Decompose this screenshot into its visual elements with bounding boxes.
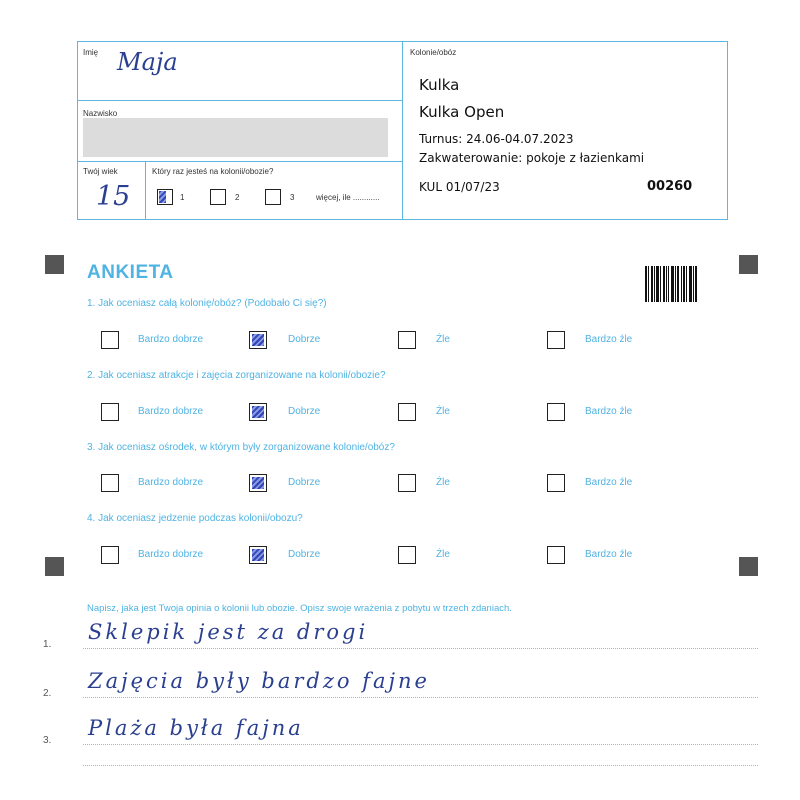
question-4-option-4: Bardzo źle: [585, 549, 633, 560]
surname-redacted: [83, 118, 388, 157]
question-1-option-4: Bardzo źle: [585, 334, 633, 345]
camp-code: KUL 01/07/23: [419, 180, 500, 194]
header-divider: [402, 41, 403, 220]
opinion-line-text[interactable]: Plaża była fajna: [88, 716, 304, 740]
question-4-checkbox-3[interactable]: [398, 546, 416, 564]
question-4-checkbox-1[interactable]: [101, 546, 119, 564]
question-4-option-3: Źle: [436, 549, 450, 560]
camp-name: Kulka: [419, 76, 460, 94]
question-4-checkbox-4[interactable]: [547, 546, 565, 564]
checkbox-mark: [252, 477, 264, 489]
question-3-text: 3. Jak oceniasz ośrodek, w którym były zorganizowane kolonie/obóz?: [87, 442, 395, 453]
opinion-line-rule: [83, 744, 758, 745]
survey-title: ANKIETA: [87, 262, 174, 283]
checkbox-mark: [252, 549, 264, 561]
question-3-checkbox-3[interactable]: [398, 474, 416, 492]
question-3-option-2: Dobrze: [288, 477, 321, 488]
question-4-option-2: Dobrze: [288, 549, 321, 560]
opinion-line-number: 3.: [43, 735, 52, 746]
times-option-2: 2: [235, 193, 240, 202]
opinion-line-rule: [83, 697, 758, 698]
question-1-checkbox-2[interactable]: [249, 331, 267, 349]
name-value[interactable]: Maja: [117, 48, 178, 76]
form-number: 00260: [647, 179, 693, 194]
question-3-checkbox-4[interactable]: [547, 474, 565, 492]
opinion-line-text[interactable]: Sklepik jest za drogi: [88, 620, 369, 644]
question-2-text: 2. Jak oceniasz atrakcje i zajęcia zorganizowane na kolonii/obozie?: [87, 370, 386, 381]
question-4-option-1: Bardzo dobrze: [138, 549, 204, 560]
times-option-1: 1: [180, 193, 185, 202]
barcode: [645, 266, 698, 302]
surname-row-divider: [77, 161, 402, 162]
question-3-option-4: Bardzo źle: [585, 477, 633, 488]
times-label: Który raz jesteś na kolonii/obozie?: [152, 167, 274, 176]
registration-marker-top-left: [45, 255, 64, 274]
age-value[interactable]: 15: [96, 181, 131, 212]
checkbox-mark: [252, 334, 264, 346]
question-3-checkbox-1[interactable]: [101, 474, 119, 492]
question-1-checkbox-1[interactable]: [101, 331, 119, 349]
question-4-text: 4. Jak oceniasz jedzenie podczas kolonii/obozu?: [87, 513, 303, 524]
question-1-option-2: Dobrze: [288, 334, 321, 345]
question-4-checkbox-2[interactable]: [249, 546, 267, 564]
camp-label: Kolonie/obóz: [410, 48, 457, 57]
question-1-option-1: Bardzo dobrze: [138, 334, 204, 345]
question-3-option-1: Bardzo dobrze: [138, 477, 204, 488]
question-3-option-3: Źle: [436, 477, 450, 488]
checkbox-mark: [252, 406, 264, 418]
question-1-text: 1. Jak oceniasz całą kolonię/obóz? (Podobało Ci się?): [87, 298, 327, 309]
times-option-3: 3: [290, 193, 295, 202]
question-2-checkbox-3[interactable]: [398, 403, 416, 421]
opinion-line-number: 1.: [43, 639, 52, 650]
opinion-instruction: Napisz, jaka jest Twoja opinia o kolonii lub obozie. Opisz swoje wrażenia z pobytu w trzech zdaniach.: [87, 603, 512, 614]
registration-marker-top-right: [739, 255, 758, 274]
question-1-checkbox-3[interactable]: [398, 331, 416, 349]
question-2-checkbox-1[interactable]: [101, 403, 119, 421]
question-2-option-2: Dobrze: [288, 406, 321, 417]
opinion-line-rule: [83, 765, 758, 766]
question-1-option-3: Źle: [436, 334, 450, 345]
age-label: Twój wiek: [83, 167, 118, 176]
question-1-checkbox-4[interactable]: [547, 331, 565, 349]
question-2-option-1: Bardzo dobrze: [138, 406, 204, 417]
registration-marker-bottom-right: [739, 557, 758, 576]
accommodation: Zakwaterowanie: pokoje z łazienkami: [419, 151, 645, 165]
opinion-line-text[interactable]: Zajęcia były bardzo fajne: [88, 669, 430, 693]
surname-label: Nazwisko: [83, 109, 118, 118]
question-2-checkbox-4[interactable]: [547, 403, 565, 421]
name-label: Imię: [83, 48, 99, 57]
opinion-line-number: 2.: [43, 688, 52, 699]
question-2-checkbox-2[interactable]: [249, 403, 267, 421]
times-checkbox-1[interactable]: [157, 189, 173, 205]
question-3-checkbox-2[interactable]: [249, 474, 267, 492]
times-more: więcej, ile ............: [316, 193, 380, 202]
opinion-line-rule: [83, 648, 758, 649]
times-checkbox-2[interactable]: [210, 189, 226, 205]
camp-program: Kulka Open: [419, 103, 505, 121]
times-checkbox-3[interactable]: [265, 189, 281, 205]
registration-marker-bottom-left: [45, 557, 64, 576]
age-divider: [145, 161, 146, 220]
name-row-divider: [77, 100, 402, 101]
turnus: Turnus: 24.06-04.07.2023: [419, 132, 574, 146]
question-2-option-3: Źle: [436, 406, 450, 417]
question-2-option-4: Bardzo źle: [585, 406, 633, 417]
